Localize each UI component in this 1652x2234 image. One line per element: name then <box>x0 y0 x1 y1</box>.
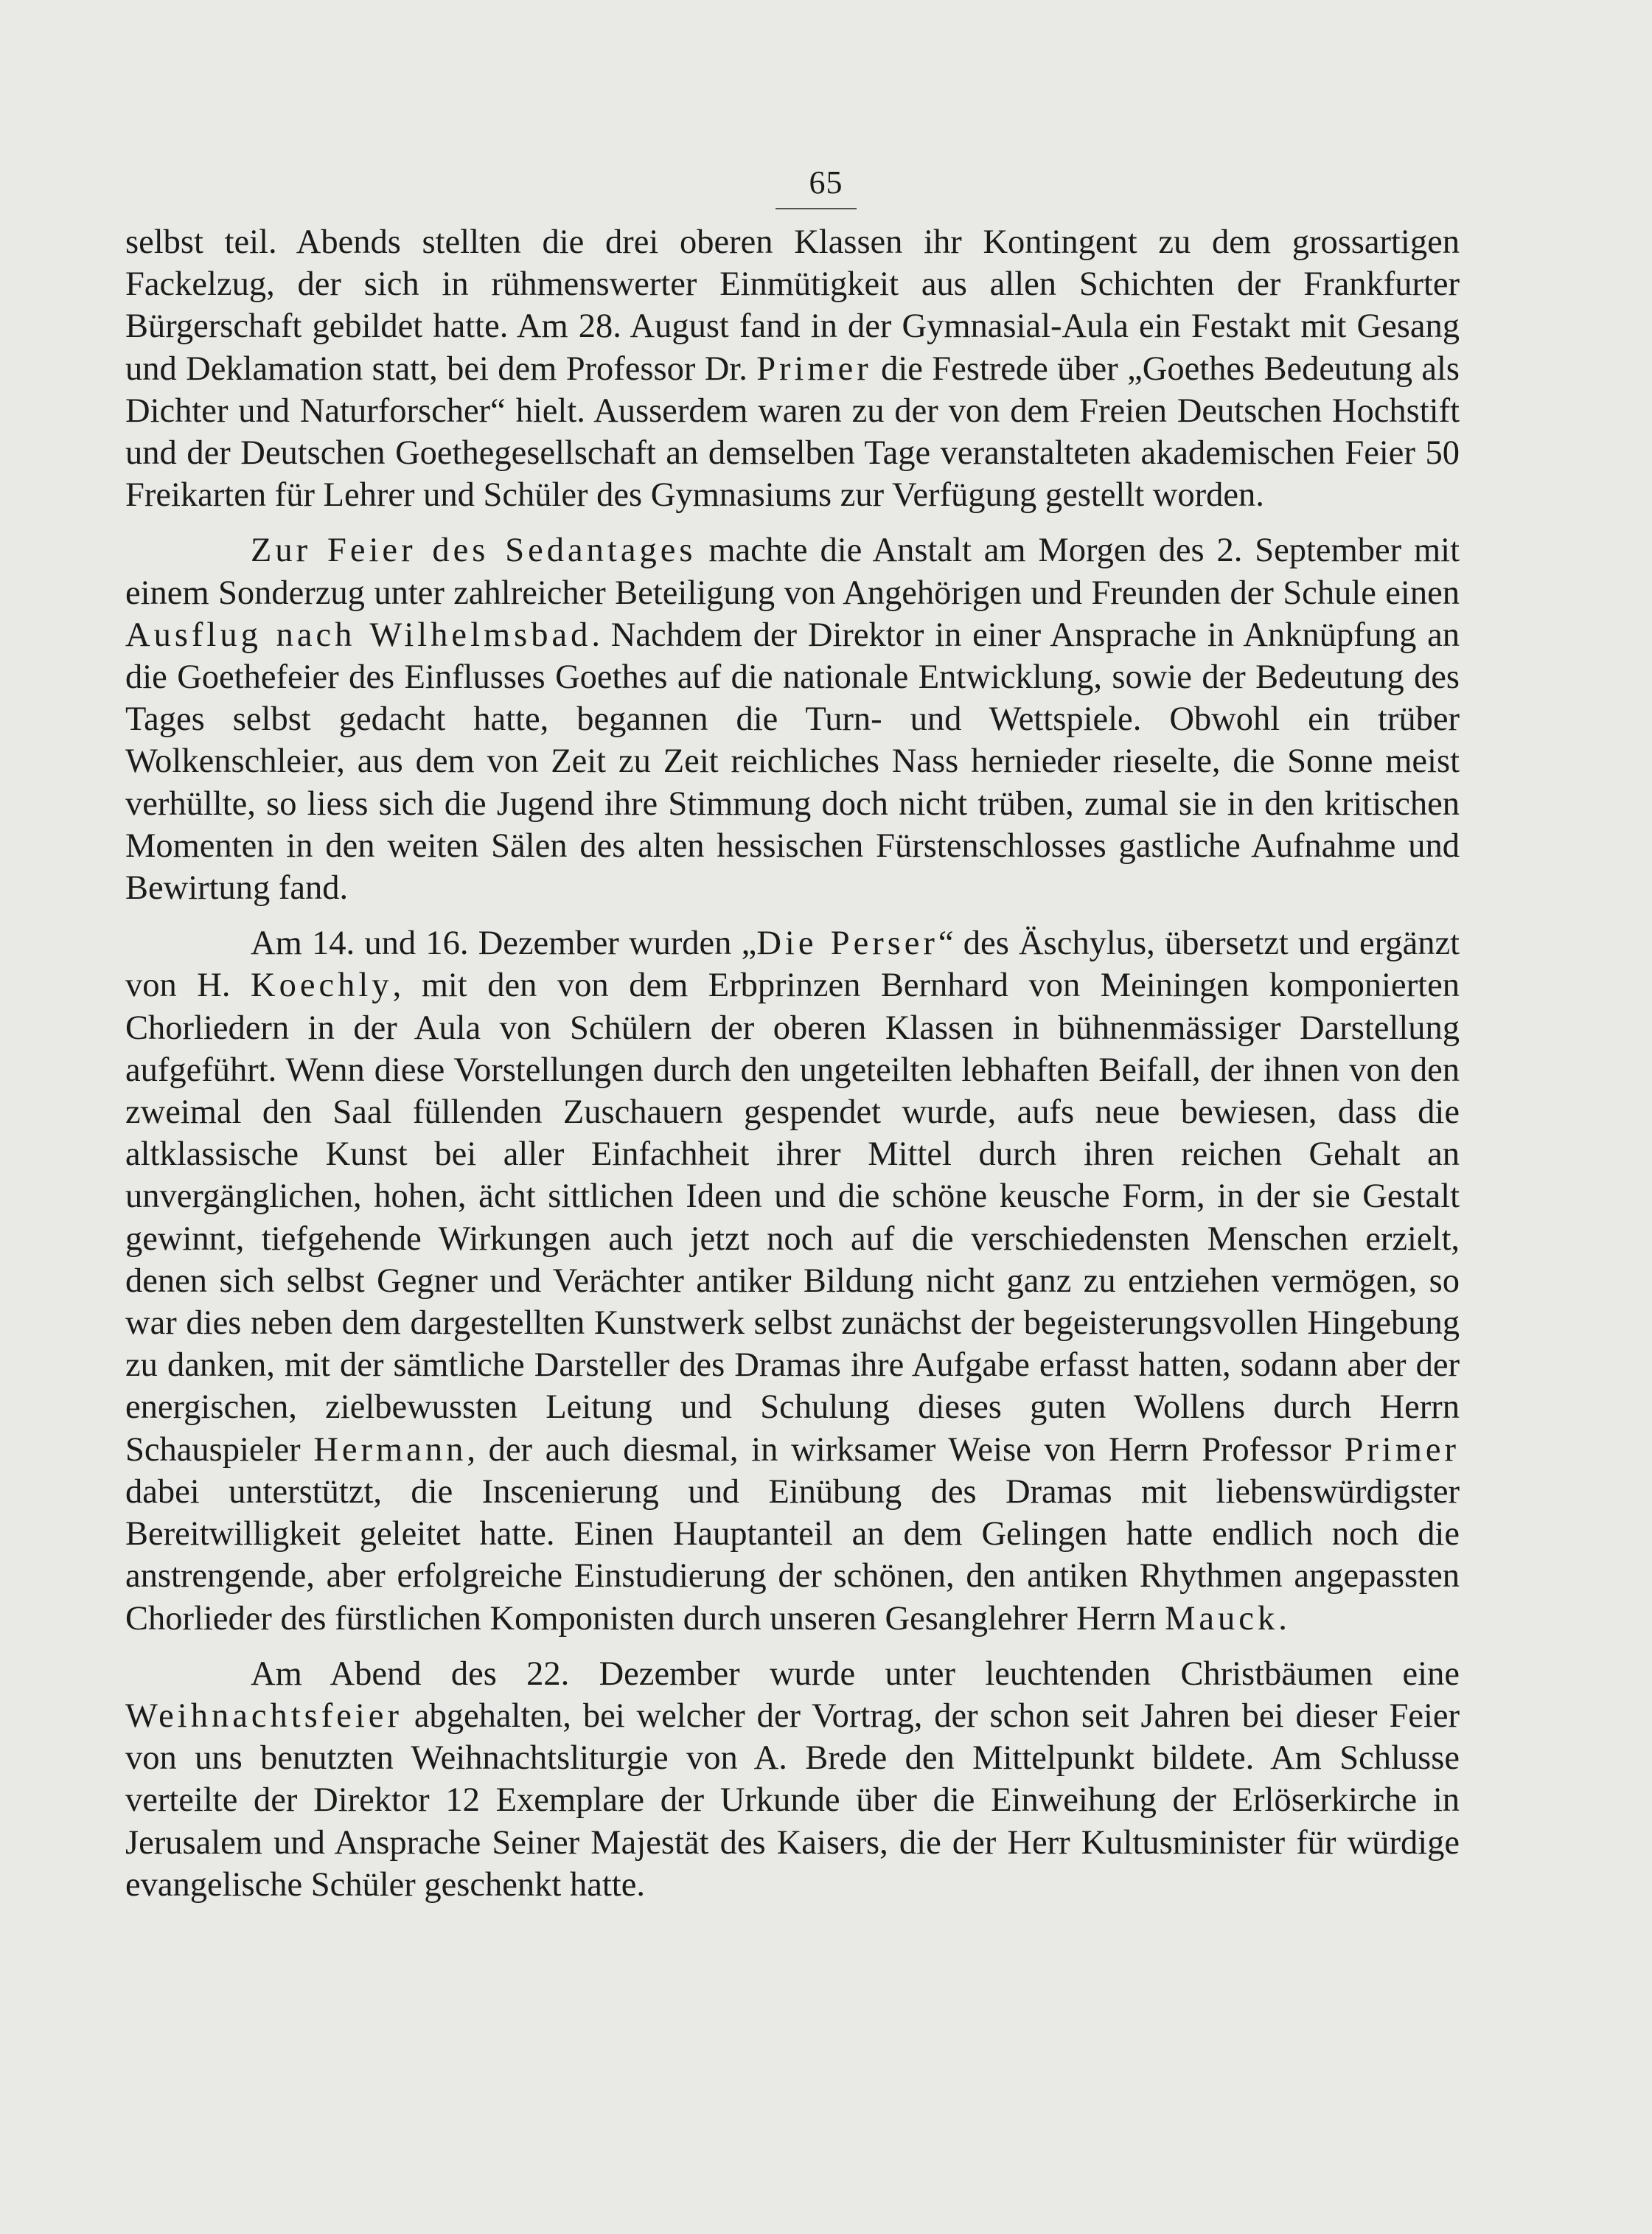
text-run: die Festrede über „Goethes Bedeutung als Dichter und Naturforscher“ hielt. Ausserdem waren zu der von dem Freien Deutschen Hochstift und der Deutschen Goethegesellschaft an demselben Tage veranstalteten akademischen Feier 50 Freikarten für Lehrer und Schüler des Gymnasiums zur Verfügung gestellt worden. <box>125 349 1460 515</box>
spaced-title-die-perser: Die Perser <box>756 925 938 963</box>
paragraph-goethe-festakt <box>125 221 1460 516</box>
spaced-name-primer: Primer <box>756 349 872 388</box>
text-run: , mit den von dem Erbprinzen Bernhard von Meiningen komponierten Chorliedern in der Aula von Schülern der oberen Klassen in bühnenmässiger Darstellung aufgeführt. Wenn diese Vorstellungen durch den ungeteilten lebhaften Beifall, der ihnen von den zweimal den Saal füllenden Zuschauern gespendet wurde, aufs neue bewiesen, dass die altklassische Kunst bei aller Einfachheit ihrer Mittel durch ihren reichen Gehalt an unvergänglichen, hohen, ächt sittlichen Ideen und die schöne keusche Form, in der sie Gestalt gewinnt, tiefgehende Wirkungen auch jetzt noch auf die verschiedensten Menschen erzielt, denen sich selbst Gegner und Verächter antiker Bildung nicht ganz zu entziehen vermögen, so war dies neben dem dargestellten Kunstwerk selbst zunächst der begeisterungsvollen Hingebung zu danken, mit der sämtliche Darsteller des Dramas ihre Aufgabe erfasst hatten, sodann aber der energischen, zielbewussten Leitung und Schulung dieses guten Wollens durch Herrn Schauspieler <box>125 967 1460 1469</box>
text-run: . Nachdem der Direktor in einer Ansprache in Anknüpfung an die Goethefeier des Einflusses Goethes auf die nationale Entwicklung, sowie der Bedeutung des Tages selbst gedacht hatte, begannen die Turn- und Wettspiele. Obwohl ein trüber Wolkenschleier, aus dem von Zeit zu Zeit reichliches Nass hernieder rieselte, die Sonne meist verhüllte, so liess sich die Jugend ihre Stimmung doch nicht trüben, zumal sie in den kritischen Momenten in den weiten Sälen des alten hessischen Fürstenschlosses gastliche Aufnahme und Bewirtung fand. <box>125 616 1460 908</box>
spaced-name-hermann: Hermann <box>313 1430 467 1469</box>
page-number-rule <box>776 208 857 209</box>
spaced-name-mauck: Mauck <box>1165 1599 1279 1638</box>
spaced-ausflug: Ausflug nach Wilhelmsbad <box>125 616 592 654</box>
spaced-name-koechly: Koechly <box>251 967 393 1005</box>
spaced-name-primer: Primer <box>1344 1430 1460 1469</box>
page-number: 65 <box>809 164 843 201</box>
text-run: . <box>1278 1599 1287 1638</box>
text-run: Am 14. und 16. Dezember wurden „ <box>251 925 757 963</box>
paragraph-die-perser <box>125 922 1460 1639</box>
text-run: “ des Äschylus, übersetzt und ergänzt von H. <box>125 925 1460 1005</box>
text-run: Am Abend des 22. Dezember wurde unter leuchtenden Christbäumen eine <box>251 1654 1460 1693</box>
paragraph-sedantag <box>125 529 1460 909</box>
text-run: machte die Anstalt am Morgen des 2. September mit einem Sonderzug unter zahlreicher Beteiligung von Angehörigen und Freunden der Schule einen <box>125 532 1460 612</box>
spaced-weihnachtsfeier: Weihnachtsfeier <box>125 1697 402 1735</box>
text-run: abgehalten, bei welcher der Vortrag, der schon seit Jahren bei dieser Feier von uns benutzten Weihnachtsliturgie von A. Brede den Mittelpunkt bildete. Am Schlusse verteilte der Direktor 12 Exemplare der Urkunde über die Einweihung der Erlöserkirche in Jerusalem und Ansprache Seiner Majestät des Kaisers, die der Herr Kultusminister für würdige evangelische Schüler geschenkt hatte. <box>125 1697 1460 1904</box>
body-text <box>125 221 1460 1919</box>
paragraph-weihnachtsfeier <box>125 1653 1460 1906</box>
text-run: selbst teil. Abends stellten die drei oberen Klassen ihr Kontingent zu dem grossartigen Fackelzug, der sich in rühmenswerter Einmütigkeit aus allen Schichten der Frankfurter Bürgerschaft gebildet hatte. Am 28. August fand in der Gymnasial-Aula ein Festakt mit Gesang und Deklamation statt, bei dem Professor Dr. <box>125 223 1460 388</box>
spaced-heading-sedantag: Zur Feier des Sedantages <box>251 532 697 570</box>
text-run: , der auch diesmal, in wirksamer Weise von Herrn Professor <box>467 1430 1345 1469</box>
text-run: dabei unterstützt, die Inscenierung und Einübung des Dramas mit liebenswürdigster Bereitwilligkeit geleitet hatte. Einen Hauptanteil an dem Gelingen hatte endlich noch die anstrengende, aber erfolgreiche Einstudierung der schönen, den antiken Rhythmen angepassten Chorlieder des fürstlichen Komponisten durch unseren Gesanglehrer Herrn <box>125 1472 1460 1638</box>
